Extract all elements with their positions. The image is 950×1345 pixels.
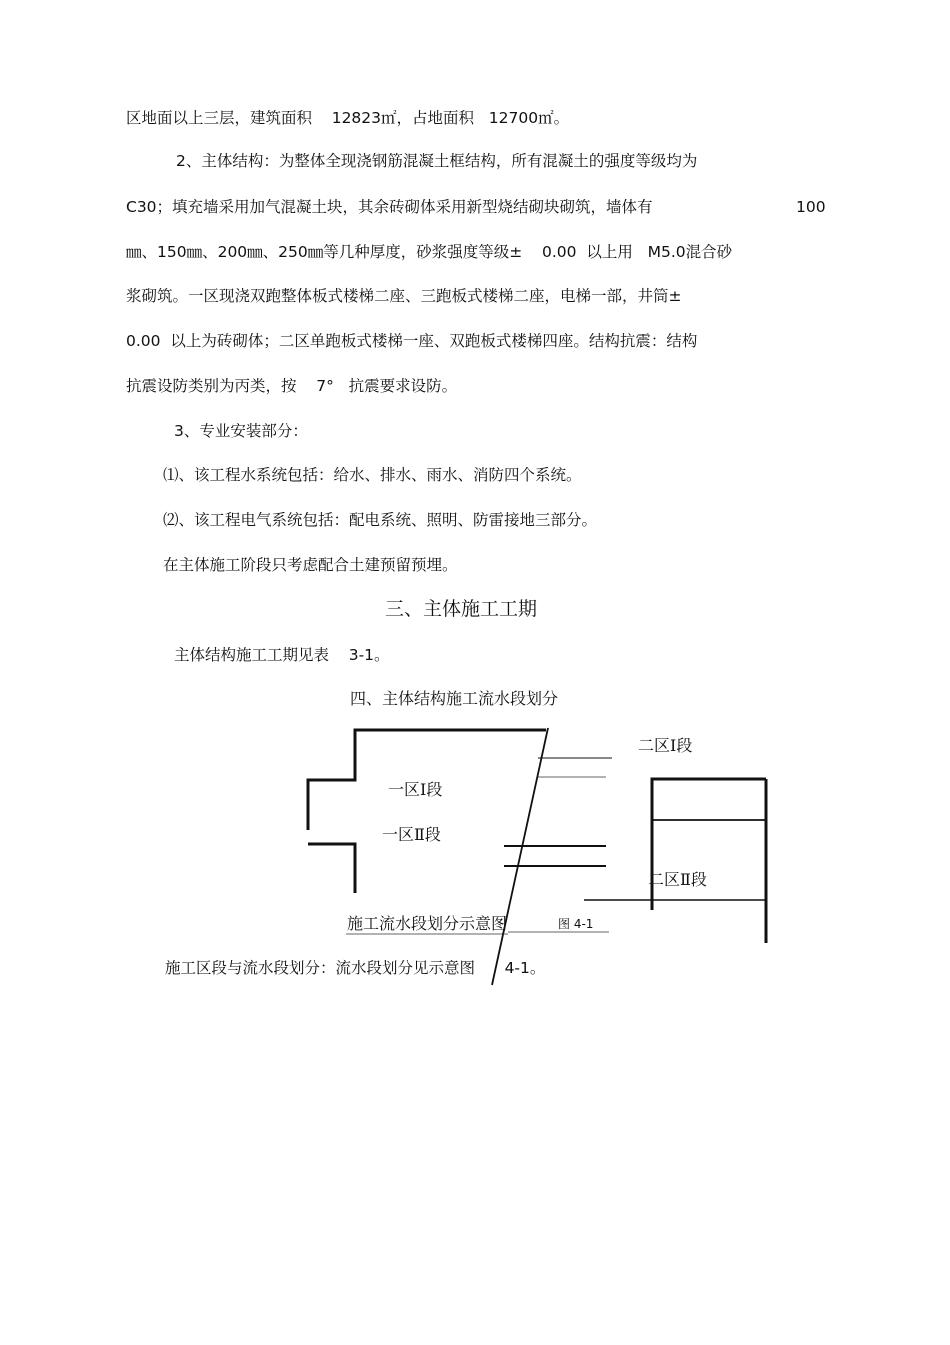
label-zone2-segment1: 二区Ⅰ段 — [638, 736, 693, 755]
paragraph-installation-title: 3、专业安装部分： — [174, 422, 308, 440]
section-heading-construction-period: 三、主体施工工期 — [385, 598, 538, 620]
paragraph-structure-line-5: 0.00 以上为砖砌体；二区单跑板式楼梯一座、双跑板式楼梯四座。结构抗震：结构 — [126, 332, 698, 350]
paragraph-structure-line-2-number: 100 — [796, 198, 826, 216]
zone1-outline — [308, 730, 546, 893]
paragraph-structure-line-1: 2、主体结构：为整体全现浇钢筋混凝土框结构，所有混凝土的强度等级均为 — [176, 152, 698, 170]
paragraph-schedule-reference: 主体结构施工工期见表 3-1。 — [174, 646, 390, 664]
paragraph-structure-line-6: 抗震设防类别为丙类，按 7° 抗震要求设防。 — [126, 377, 458, 395]
paragraph-segment-division: 施工区段与流水段划分：流水段划分见示意图 4-1。 — [165, 959, 546, 977]
paragraph-water-system: ⑴、该工程水系统包括：给水、排水、雨水、消防四个系统。 — [163, 466, 582, 484]
zone2-outline — [652, 779, 766, 943]
paragraph-structure-line-3: ㎜、150㎜、200㎜、250㎜等几种厚度，砂浆强度等级± 0.00 以上用 M5.0混合砂 — [126, 243, 733, 261]
paragraph-area-summary: 区地面以上三层，建筑面积 12823㎡，占地面积 12700㎡。 — [126, 109, 570, 127]
label-zone2-segment2: 二区Ⅱ段 — [648, 870, 707, 889]
zone-boundary-diagonal — [492, 728, 548, 985]
figure-caption: 施工流水段划分示意图 — [347, 914, 508, 933]
paragraph-embed-note: 在主体施工阶段只考虑配合土建预留预埋。 — [163, 556, 458, 574]
figure-number: 图 4-1 — [558, 917, 594, 931]
paragraph-structure-line-2: C30；填充墙采用加气混凝土块，其余砖砌体采用新型烧结砌块砌筑，墙体有 — [126, 198, 653, 216]
paragraph-structure-line-4: 浆砌筑。一区现浇双跑整体板式楼梯二座、三跑板式楼梯二座，电梯一部，井筒± — [126, 287, 682, 305]
label-zone1-segment1: 一区Ⅰ段 — [388, 780, 443, 799]
paragraph-electrical-system: ⑵、该工程电气系统包括：配电系统、照明、防雷接地三部分。 — [163, 511, 598, 529]
label-zone1-segment2: 一区Ⅱ段 — [382, 825, 441, 844]
section-heading-flow-segments: 四、主体结构施工流水段划分 — [350, 689, 559, 708]
